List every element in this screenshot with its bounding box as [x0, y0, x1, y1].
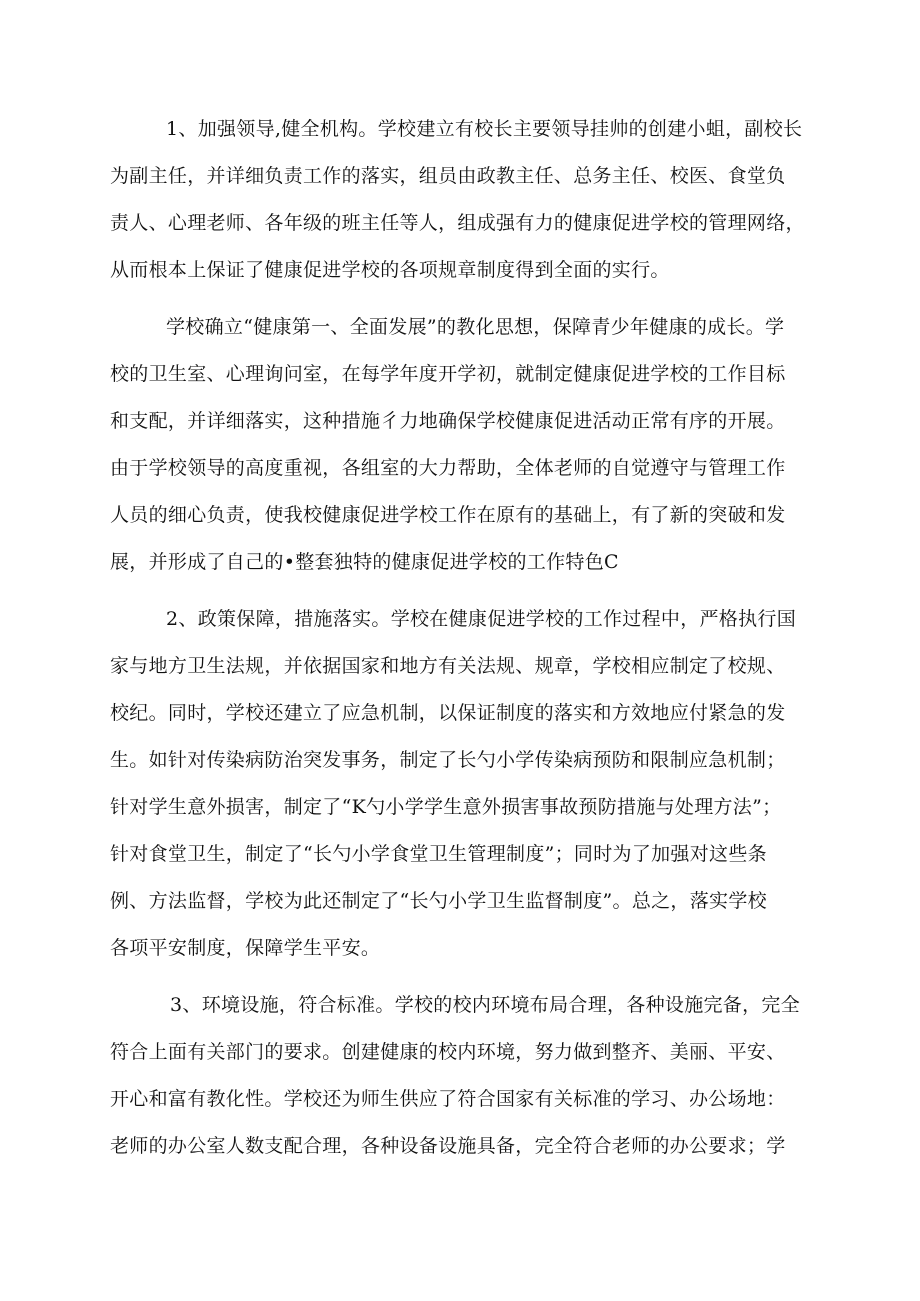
- paragraph-1-line-2: 为副主任，并详细负责工作的落实，组员由政教主任、总务主任、校医、食堂负: [110, 165, 786, 187]
- paragraph-2-line-1: 学校确立“健康第一、全面发展”的教化思想，保障青少年健康的成长。学: [166, 316, 785, 338]
- paragraph-3-line-5: 针对学生意外损害，制定了“K勺小学学生意外损害事故预防措施与处理方法”；: [110, 796, 782, 818]
- paragraph-3-line-3: 校纪。同时，学校还建立了应急机制，以保证制度的落实和方效地应付紧急的发: [110, 702, 786, 724]
- paragraph-2-line-5: 人员的细心负责，使我校健康促进学校工作在原有的基础上，有了新的突破和发: [110, 504, 786, 526]
- paragraph-1-line-1: 1、加强领导,健全机构。学校建立有校长主要领导挂帅的创建小蛆，副校长: [166, 118, 803, 140]
- paragraph-2-line-4: 由于学校领导的高度重视，各组室的大力帮助，全体老师的自觉遵守与管理工作: [110, 457, 786, 479]
- paragraph-4-line-2: 符合上面有关部门的要求。创建健康的校内环境，努力做到整齐、美丽、平安、: [110, 1041, 786, 1063]
- paragraph-4-line-3: 开心和富有教化性。学校还为师生供应了符合国家有关标准的学习、办公场地：: [110, 1088, 786, 1110]
- paragraph-4-line-4: 老师的办公室人数支配合理，各种设备设施具备，完全符合老师的办公要求；学: [110, 1135, 786, 1157]
- paragraph-4-line-1: 3、环境设施，符合标准。学校的校内环境布局合理，各种设施完备，完全: [170, 994, 800, 1016]
- paragraph-3-line-6: 针对食堂卫生，制定了“长勺小学食堂卫生管理制度”；同时为了加强对这些条: [110, 843, 767, 865]
- paragraph-1-line-4: 从而根本上保证了健康促进学校的各项规章制度得到全面的实行。: [110, 259, 670, 281]
- paragraph-2-line-3: 和支配，并详细落实，这种措施彳力地确保学校健康促进活动正常有序的开展。: [110, 410, 786, 432]
- paragraph-2-line-6: 展，并形成了自己的•整套独特的健康促进学校的工作特色C: [110, 551, 619, 573]
- paragraph-2-line-2: 校的卫生室、心理询问室，在每学年度开学初，就制定健康促进学校的工作目标: [110, 363, 786, 385]
- paragraph-3-line-8: 各项平安制度，保障学生平安。: [110, 937, 381, 959]
- paragraph-3-line-1: 2、政策保障，措施落实。学校在健康促进学校的工作过程中，严格执行国: [166, 608, 796, 630]
- paragraph-3-line-4: 生。如针对传染病防治突发事务，制定了长勺小学传染病预防和限制应急机制；: [110, 749, 786, 771]
- paragraph-1-line-3: 责人、心理老师、各年级的班主任等人，组成强有力的健康促进学校的管理网络，: [110, 212, 805, 234]
- paragraph-3-line-7: 例、方法监督，学校为此还制定了“长勺小学卫生监督制度”。总之，落实学校: [110, 890, 767, 912]
- paragraph-3-line-2: 家与地方卫生法规，并依据国家和地方有关法规、规章，学校相应制定了校规、: [110, 655, 786, 677]
